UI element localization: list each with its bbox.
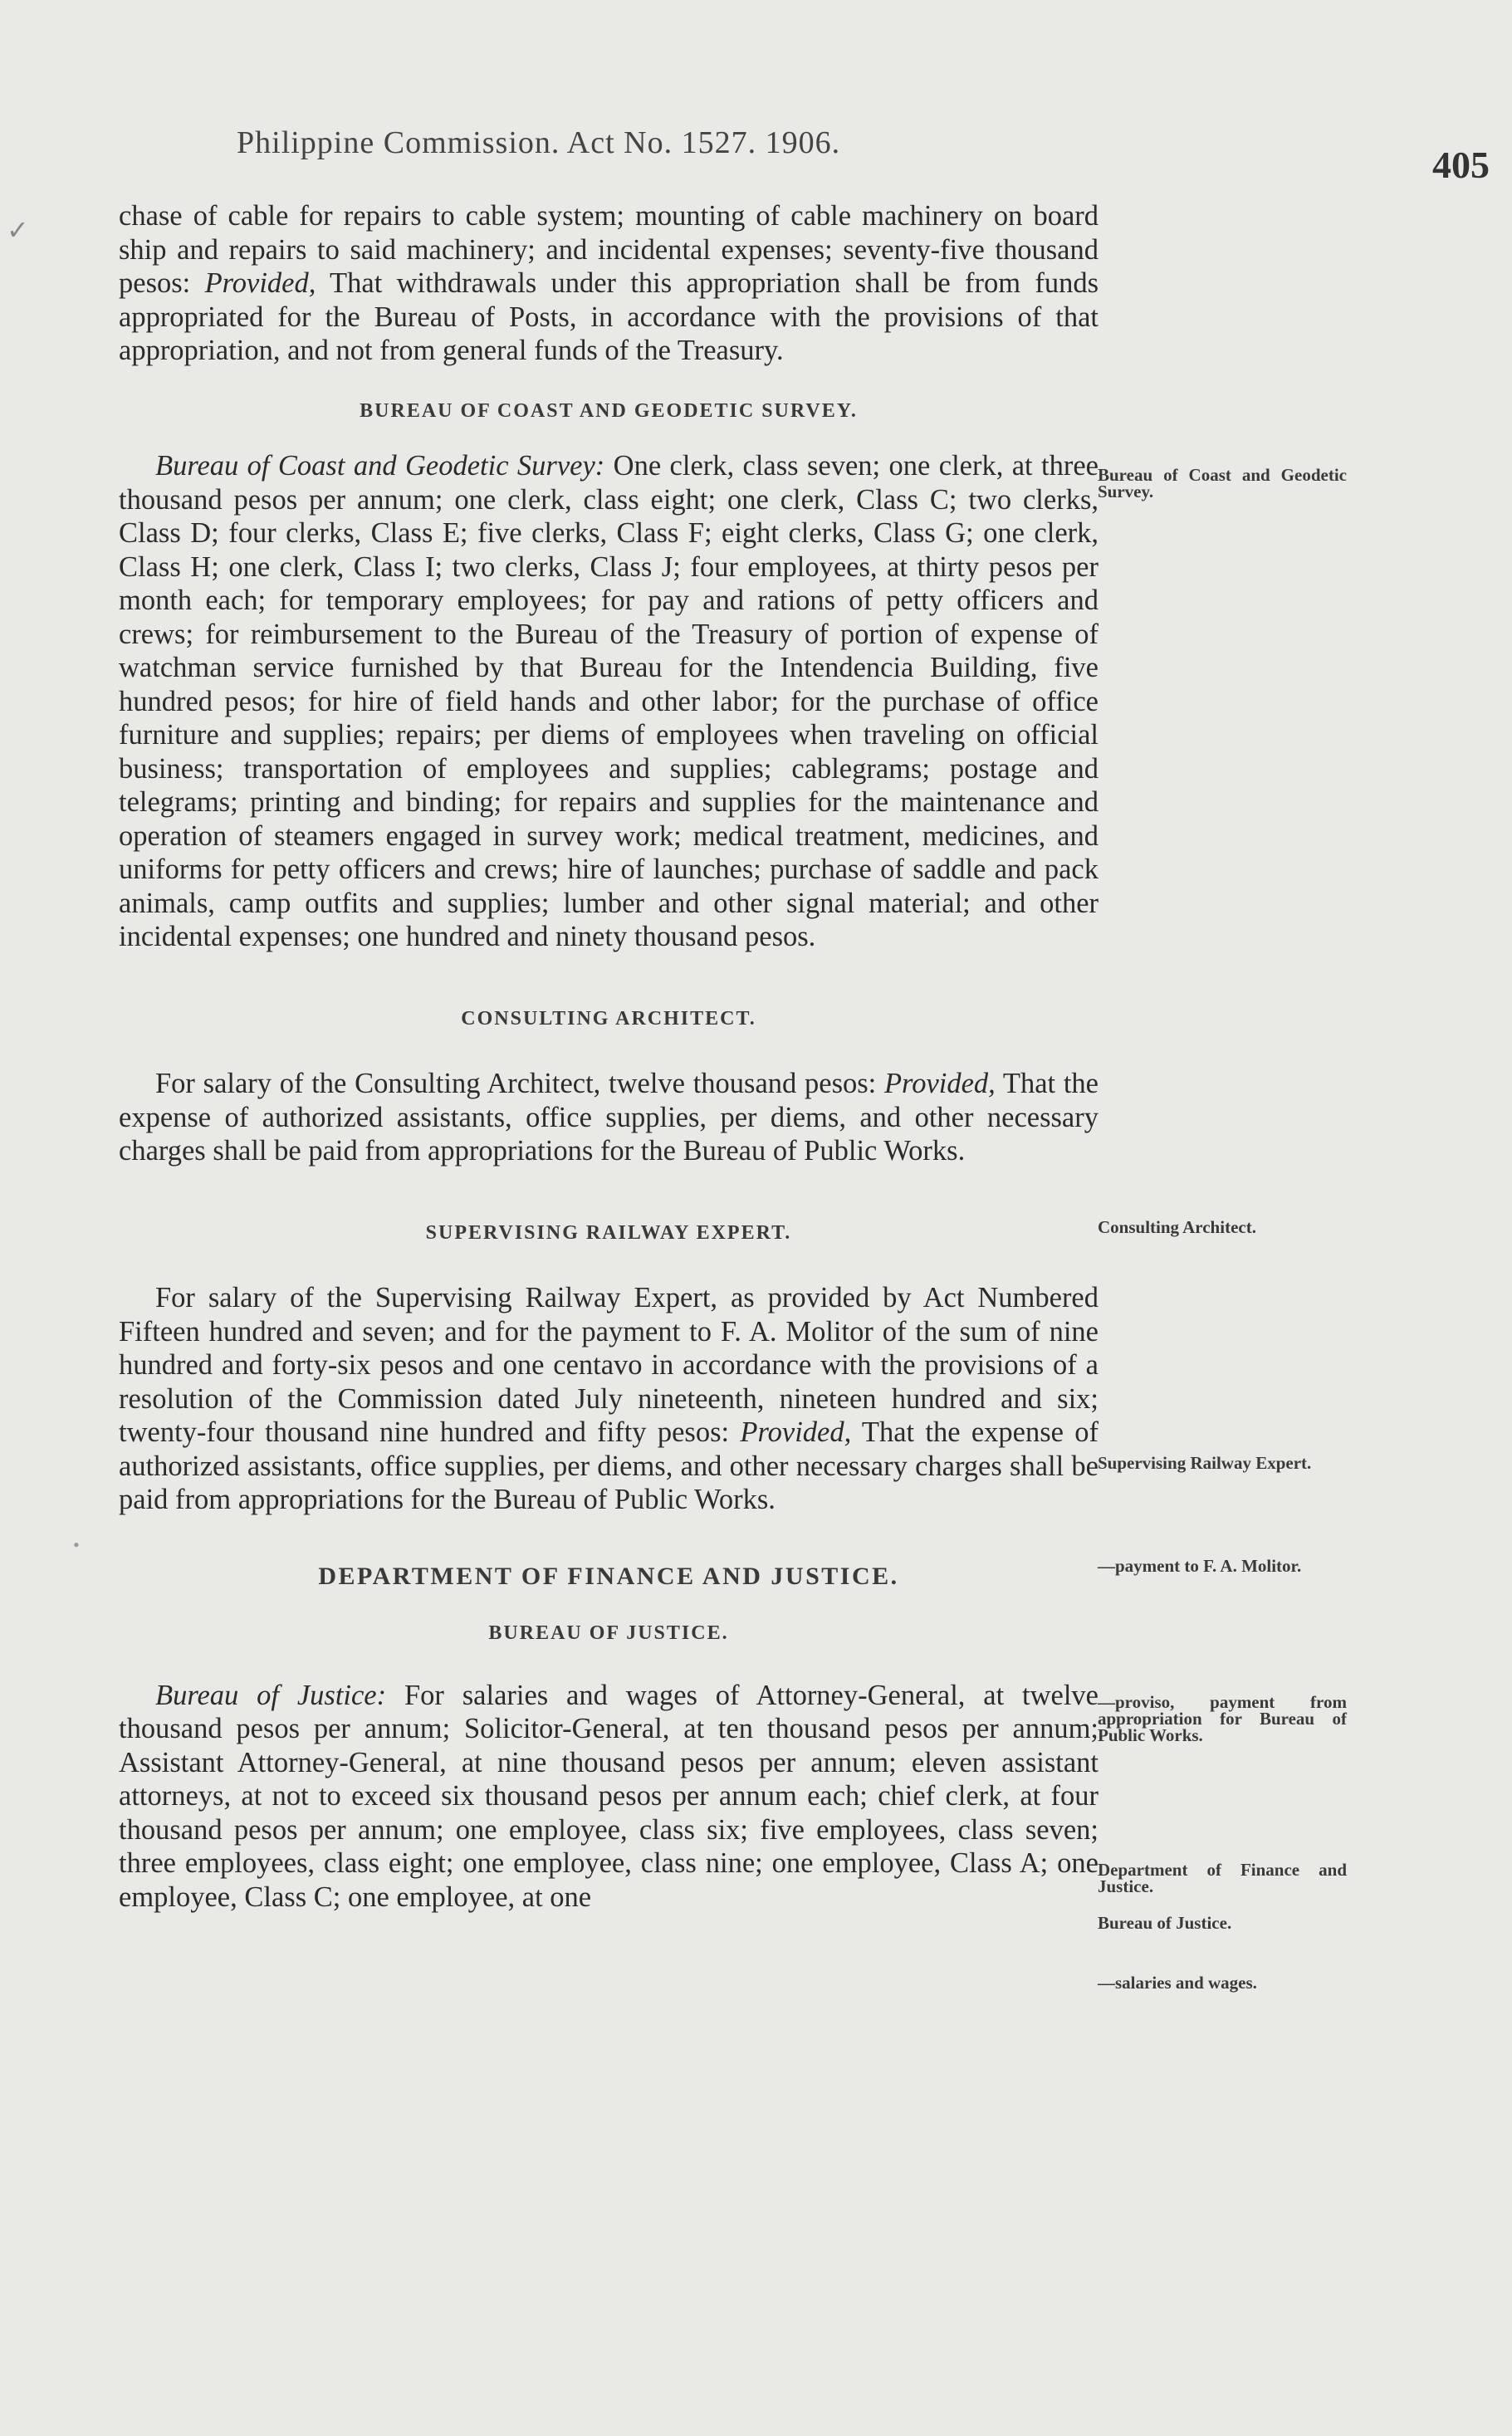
margin-note-department: Department of Finance and Justice. — [1098, 1860, 1347, 1896]
paragraph-text: chase of cable for repairs to cable system; mounting of cable machinery on board ship and repairs to said machinery; and incidental expenses; seventy-five thousand pesos: — [119, 200, 1099, 299]
paragraph-lead: Bureau of Coast and Geodetic Survey: — [155, 450, 605, 482]
paragraph-text: For salaries and wages of Attorney-General, at twelve thousand pesos per annum; Solicitor-General, at ten thousand pesos per annum; Assistant Attorney-General, at nine thousand pesos per annum; eleven assistant attorneys, at not to exceed six thousand pesos per annum each; chief clerk, at four thousand pesos per annum; one employee, class six; five employees, class seven; three employees, class eight; one employee, class nine; one employee, Class A; one employee, Class C; one employee, at one — [119, 1679, 1099, 1913]
margin-note-bureau-justice: Bureau of Justice. — [1098, 1913, 1232, 1933]
section-heading-railway-expert: SUPERVISING RAILWAY EXPERT. — [425, 1221, 792, 1244]
proviso-word: Provided, — [740, 1416, 852, 1448]
dot-mark-icon: • — [73, 1534, 80, 1555]
paragraph-consulting-architect — [119, 1067, 1099, 1168]
margin-note-proviso: —proviso, payment from appropriation for Bureau of Public Works. — [1098, 1692, 1347, 1745]
paragraph-railway-expert — [119, 1281, 1099, 1517]
paragraph-text: For salary of the Supervising Railway Expert, as provided by Act Numbered Fifteen hundred and seven; and for the payment to F. A. Molitor of the sum of nine hundred and forty-six pesos and one centavo in accordance with the provisions of a resolution of the Commission dated July nineteenth, nineteen hundred and six; twenty-four thousand nine hundred and fifty pesos: — [119, 1282, 1099, 1448]
proviso-word: Provided, — [883, 1068, 996, 1099]
paragraph-text: That the expense of authorized assistants, office supplies, per diems, and other necessary charges shall be paid from appropriations for the Bureau of Public Works. — [119, 1416, 1099, 1515]
section-heading-bureau-justice: BUREAU OF JUSTICE. — [488, 1622, 729, 1644]
check-mark-icon: ✓ — [7, 215, 29, 245]
paragraph-text: For salary of the Consulting Architect, twelve thousand pesos: — [155, 1068, 884, 1099]
paragraph-text: That the expense of authorized assistants, office supplies, per diems, and other necessary charges shall be paid from appropriations for the Bureau of Public Works. — [119, 1068, 1099, 1167]
margin-note-consulting-architect: Consulting Architect. — [1098, 1217, 1256, 1237]
proviso-word: Provided, — [204, 267, 316, 299]
margin-note-railway-expert: Supervising Railway Expert. — [1098, 1453, 1312, 1473]
margin-note-coast-survey: Bureau of Coast and Geodetic Survey. — [1098, 465, 1347, 501]
paragraph-cable-appropriation — [119, 199, 1099, 368]
margin-note-salaries: —salaries and wages. — [1098, 1973, 1257, 1993]
paragraph-text: That withdrawals under this appropriation shall be from funds appropriated for the Bureau of Posts, in accordance with the provisions of that appropriation, and not from general funds of the Treasury. — [119, 267, 1099, 366]
paragraph-text: One clerk, class seven; one clerk, at three thousand pesos per annum; one clerk, class eight; one clerk, Class C; two clerks, Class D; four clerks, Class E; five clerks, Class F; eight clerks, Class G; one clerk, Class H; one clerk, Class I; two clerks, Class J; four employees, at thirty pesos per month each; for temporary employees; for pay and rations of petty officers and crews; for reimbursement to the Bureau of the Treasury of portion of expense of watchman service furnished by that Bureau for the Intendencia Building, five hundred pesos; for hire of field hands and other labor; for the purchase of office furniture and supplies; repairs; per diems of employees when traveling on official business; transportation of employees and supplies; cablegrams; postage and telegrams; printing and binding; for repairs and supplies for the maintenance and operation of steamers engaged in survey work; medical treatment, medicines, and uniforms for petty officers and crews; hire of launches; purchase of saddle and pack animals, camp outfits and supplies; lumber and other signal material; and other incidental expenses; one hundred and ninety thousand pesos. — [119, 450, 1099, 952]
paragraph-bureau-justice — [119, 1679, 1099, 1915]
department-heading: DEPARTMENT OF FINANCE AND JUSTICE. — [318, 1562, 899, 1590]
running-head: Philippine Commission. Act No. 1527. 1906. — [237, 125, 841, 160]
page-number: 405 — [1432, 144, 1490, 186]
body-text-column — [119, 199, 1099, 1914]
paragraph-coast-survey — [119, 449, 1099, 954]
margin-note-molitor-payment: —payment to F. A. Molitor. — [1098, 1556, 1302, 1576]
section-heading-consulting-architect: CONSULTING ARCHITECT. — [461, 1007, 756, 1030]
section-heading-coast-survey: BUREAU OF COAST AND GEODETIC SURVEY. — [360, 399, 858, 422]
paragraph-lead: Bureau of Justice: — [155, 1679, 387, 1711]
